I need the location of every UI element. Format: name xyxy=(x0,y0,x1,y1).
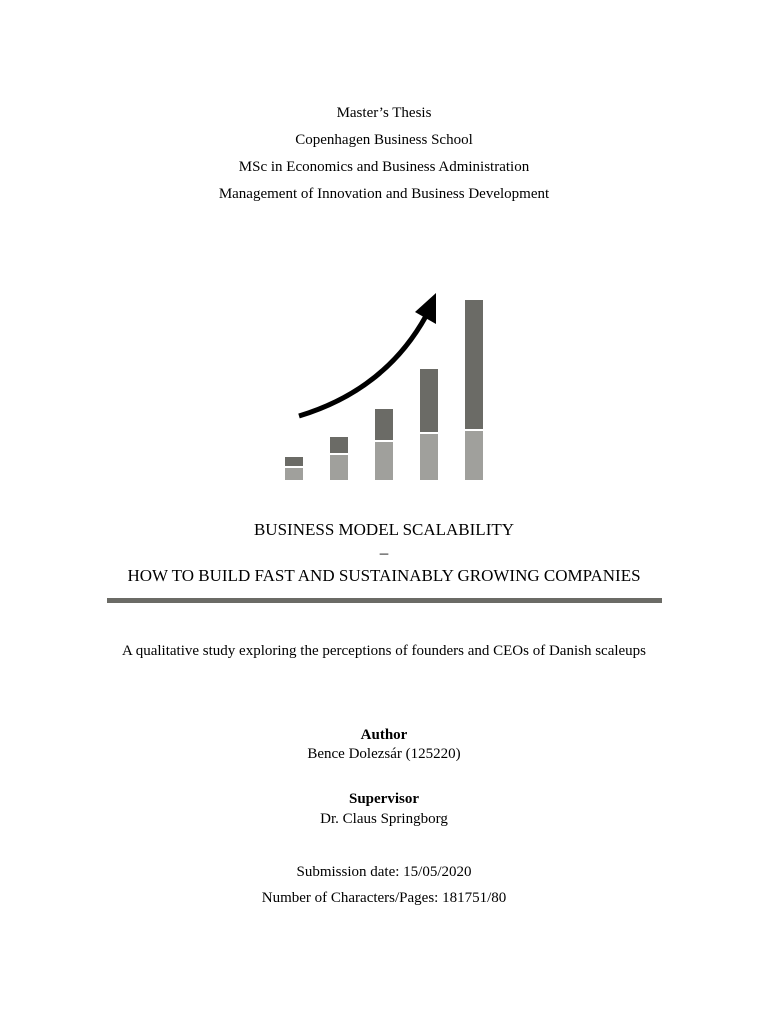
bar-2-top xyxy=(330,437,348,453)
bar-5-top xyxy=(465,300,483,429)
bar-2-bottom xyxy=(330,455,348,480)
character-page-count: Number of Characters/Pages: 181751/80 xyxy=(261,890,507,906)
bar-3-bottom xyxy=(375,442,393,480)
bar-1-top xyxy=(285,457,303,466)
study-description: A qualitative study exploring the perceptions of founders and CEOs of Danish scaleups xyxy=(121,643,647,659)
thesis-type: Master’s Thesis xyxy=(336,105,432,121)
bar-3-top xyxy=(375,409,393,440)
concentration-name: Management of Innovation and Business Development xyxy=(218,186,550,202)
submission-date: Submission date: 15/05/2020 xyxy=(296,864,472,880)
growth-bar-chart-with-arrow-icon xyxy=(270,280,500,490)
author-name: Bence Dolezsár (125220) xyxy=(307,746,461,762)
supervisor-name: Dr. Claus Springborg xyxy=(320,811,448,827)
growth-arrow-shaft xyxy=(299,316,426,416)
bar-4-top xyxy=(420,369,438,432)
thesis-subtitle: HOW TO BUILD FAST AND SUSTAINABLY GROWING COMPANIES xyxy=(127,566,641,585)
bar-4-bottom xyxy=(420,434,438,480)
school-name: Copenhagen Business School xyxy=(295,132,473,148)
title-dash: – xyxy=(379,543,389,562)
program-name: MSc in Economics and Business Administration xyxy=(238,159,530,175)
bar-1-bottom xyxy=(285,468,303,480)
supervisor-label: Supervisor xyxy=(348,791,419,807)
title-divider xyxy=(107,598,662,603)
author-label: Author xyxy=(360,727,408,743)
thesis-title: BUSINESS MODEL SCALABILITY xyxy=(253,520,515,539)
bar-5-bottom xyxy=(465,431,483,480)
growth-illustration xyxy=(270,280,500,490)
